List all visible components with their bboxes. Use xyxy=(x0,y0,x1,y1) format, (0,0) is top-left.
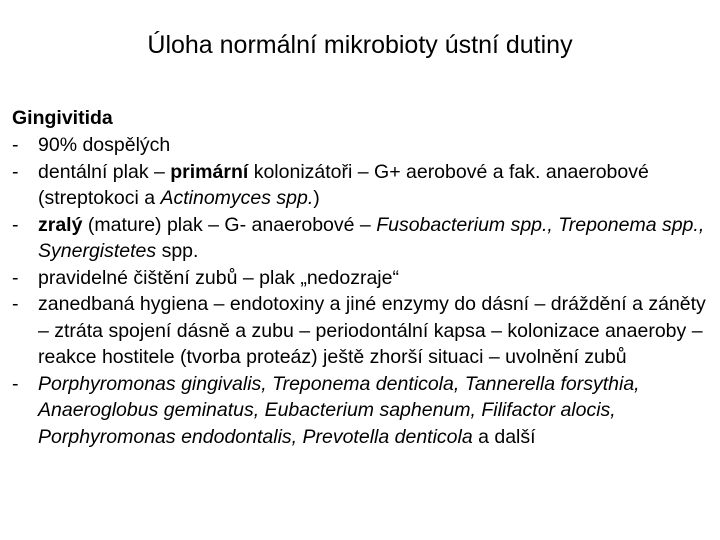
bullet-text xyxy=(38,371,718,451)
text-run: dentální plak – xyxy=(38,160,171,183)
bullet-text xyxy=(38,212,718,265)
slide-title: Úloha normální mikrobioty ústní dutiny xyxy=(147,31,573,59)
text-bold: primární xyxy=(170,160,249,183)
bullet-dash: - xyxy=(12,160,19,183)
section-heading: Gingivitida xyxy=(12,107,113,129)
text-run: (mature) plak – G- anaerobové – xyxy=(82,213,377,236)
text-run: ) xyxy=(313,187,320,209)
bullet-item xyxy=(12,371,718,451)
text-run: a další xyxy=(472,425,536,448)
text-bold: zralý xyxy=(38,213,83,236)
bullet-text xyxy=(38,159,718,212)
text-italic: Fusobacterium spp., Treponema spp., Synergistetes xyxy=(38,213,705,262)
text-run: spp. xyxy=(156,240,199,262)
bullet-dash: - xyxy=(12,266,19,289)
bullet-dash: - xyxy=(12,134,19,156)
bullet-text: 90% dospělých xyxy=(38,134,171,156)
text-italic: Actinomyces spp. xyxy=(160,187,314,209)
bullet-item xyxy=(12,265,718,292)
bullet-dash: - xyxy=(12,213,19,236)
bullet-dash: - xyxy=(12,372,19,395)
bullet-item xyxy=(12,212,718,265)
bullet-dash: - xyxy=(12,293,19,315)
text-run: kolonizátoři – G+ aerobové a fak. anaerobové (streptokoci a xyxy=(38,160,649,209)
bullet-text: pravidelné čištění zubů – plak „nedozraje“ xyxy=(38,266,399,289)
bullet-list xyxy=(12,132,718,450)
text-italic: Porphyromonas gingivalis, Treponema denticola, Tannerella forsythia, Anaeroglobus geminatus, Eubacterium saphenum, Filifactor alocis, Porphyromonas endodontalis, Prevotella denticola xyxy=(38,372,640,448)
bullet-item xyxy=(12,159,718,212)
bullet-item xyxy=(12,291,718,371)
bullet-item xyxy=(12,132,718,159)
bullet-text: zanedbaná hygiena – endotoxiny a jiné enzymy do dásní – dráždění a záněty – ztráta spojení dásně a zubu – periodontální kapsa – kolonizace anaeroby – reakce hostitele (tvorba proteáz) ještě zhorší situaci – uvolnění zubů xyxy=(38,293,706,368)
